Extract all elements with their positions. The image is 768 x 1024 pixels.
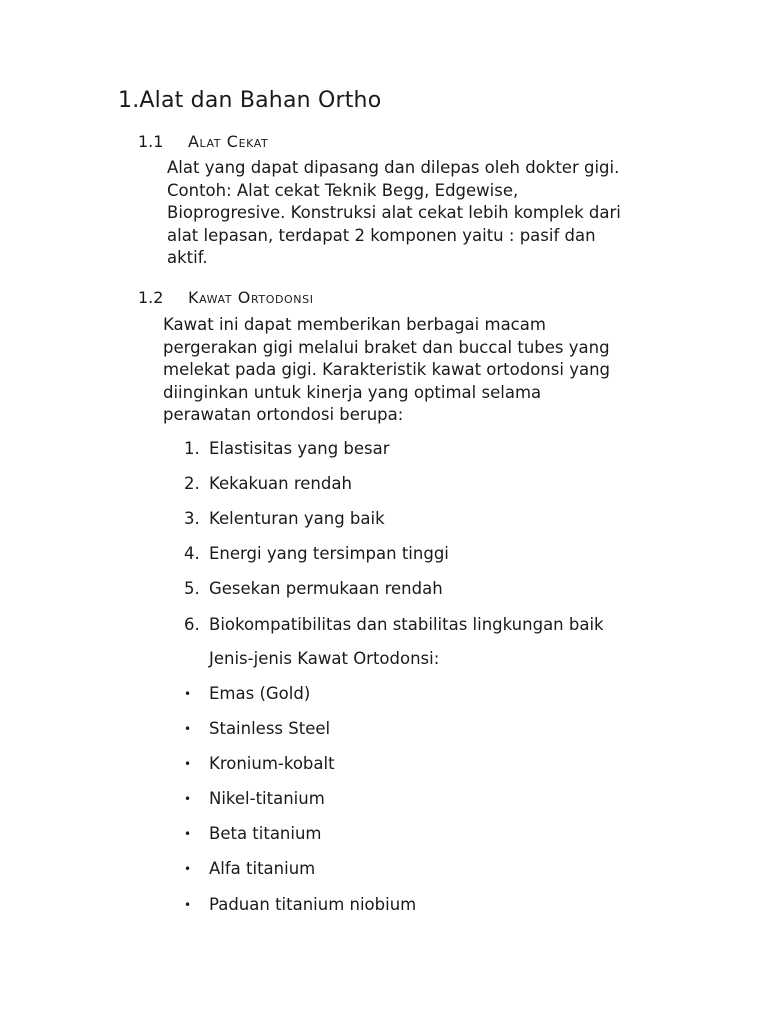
item-number: 1. bbox=[184, 439, 200, 458]
document-title: 1.Alat dan Bahan Ortho bbox=[118, 88, 382, 113]
item-number: 3. bbox=[184, 509, 200, 528]
item-text: Kelenturan yang baik bbox=[209, 509, 385, 528]
item-text: Kronium-kobalt bbox=[209, 754, 335, 773]
bullet-list-item bbox=[184, 718, 330, 740]
item-text: Alfa titanium bbox=[209, 859, 316, 878]
paragraph-line: melekat pada gigi. Karakteristik kawat ortodonsi yang bbox=[163, 360, 610, 379]
section-paragraph bbox=[163, 314, 610, 427]
item-text: Paduan titanium niobium bbox=[209, 895, 417, 914]
item-text: Elastisitas yang besar bbox=[209, 439, 390, 458]
bullet-icon: • bbox=[184, 898, 192, 912]
numbered-list-item bbox=[184, 473, 352, 495]
paragraph-line: alat lepasan, terdapat 2 komponen yaitu : pasif dan bbox=[167, 225, 596, 245]
item-text: Emas (Gold) bbox=[209, 684, 311, 703]
list-subheading: Jenis-jenis Kawat Ortodonsi: bbox=[209, 649, 440, 668]
paragraph-line: Kawat ini dapat memberikan berbagai macam bbox=[163, 315, 546, 334]
section-title: Alat Cekat bbox=[188, 132, 269, 151]
section-number: 1.1 bbox=[138, 132, 164, 151]
paragraph-line: diinginkan untuk kinerja yang optimal selama bbox=[163, 382, 542, 402]
bullet-list-item bbox=[184, 823, 322, 845]
section-title: Kawat Ortodonsi bbox=[188, 288, 314, 307]
item-text: Beta titanium bbox=[209, 824, 322, 843]
item-number: 4. bbox=[184, 544, 200, 563]
bullet-icon: • bbox=[184, 687, 192, 701]
item-number: 6. bbox=[184, 615, 200, 634]
item-text: Energi yang tersimpan tinggi bbox=[209, 544, 449, 563]
bullet-icon: • bbox=[184, 792, 192, 806]
section-paragraph bbox=[167, 157, 621, 270]
paragraph-line: pergerakan gigi melalui braket dan buccal tubes yang bbox=[163, 337, 610, 357]
paragraph-line: perawatan ortondosi berupa: bbox=[163, 405, 404, 424]
paragraph-line: aktif. bbox=[167, 248, 208, 267]
item-text: Nikel-titanium bbox=[209, 789, 325, 808]
bullet-icon: • bbox=[184, 827, 192, 841]
item-text: Gesekan permukaan rendah bbox=[209, 579, 443, 598]
bullet-icon: • bbox=[184, 757, 192, 771]
item-text: Kekakuan rendah bbox=[209, 474, 352, 493]
numbered-list-item bbox=[184, 508, 385, 530]
item-number: 5. bbox=[184, 579, 200, 598]
item-text: Biokompatibilitas dan stabilitas lingkungan baik bbox=[209, 615, 604, 634]
item-number: 2. bbox=[184, 474, 200, 493]
section-number: 1.2 bbox=[138, 288, 164, 307]
numbered-list-item bbox=[184, 543, 449, 565]
numbered-list-item bbox=[184, 614, 604, 636]
paragraph-line: Bioprogresive. Konstruksi alat cekat lebih komplek dari bbox=[167, 203, 621, 222]
numbered-list-item bbox=[184, 438, 390, 460]
paragraph-line: Contoh: Alat cekat Teknik Begg, Edgewise, bbox=[167, 180, 519, 200]
bullet-list-item bbox=[184, 683, 310, 705]
bullet-icon: • bbox=[184, 862, 192, 876]
bullet-icon: • bbox=[184, 722, 192, 736]
bullet-list-item bbox=[184, 858, 315, 880]
bullet-list-item bbox=[184, 788, 325, 810]
paragraph-line: Alat yang dapat dipasang dan dilepas oleh dokter gigi. bbox=[167, 158, 620, 177]
numbered-list-item bbox=[184, 578, 443, 600]
bullet-list-item bbox=[184, 753, 335, 775]
bullet-list-item bbox=[184, 894, 416, 916]
item-text: Stainless Steel bbox=[209, 719, 331, 738]
